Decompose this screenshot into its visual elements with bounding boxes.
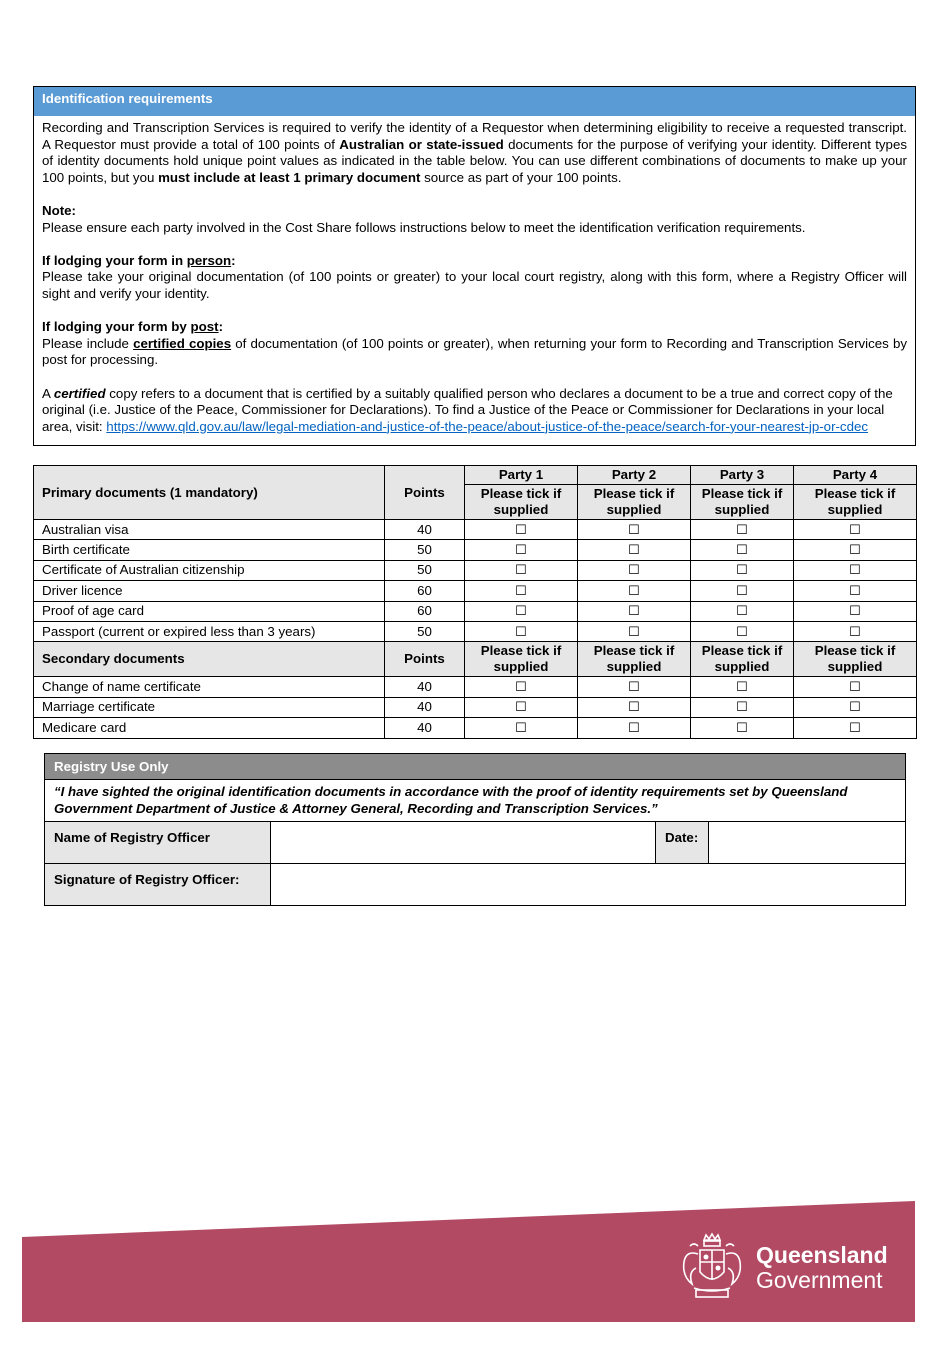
party-4-checkbox[interactable]: ☐: [794, 621, 917, 641]
table-row: [34, 520, 917, 540]
secondary-header-row: [34, 642, 917, 677]
party-2-checkbox[interactable]: ☐: [578, 601, 691, 621]
party-3-tick-label: Please tick if supplied: [691, 642, 794, 677]
date-field[interactable]: [709, 822, 905, 863]
document-name: Birth certificate: [34, 540, 385, 560]
party-1-checkbox[interactable]: ☐: [465, 581, 578, 601]
secondary-documents-header: Secondary documents: [34, 642, 385, 677]
points-header: Points: [385, 642, 465, 677]
table-row: [34, 560, 917, 580]
party-3-checkbox[interactable]: ☐: [691, 540, 794, 560]
document-name: Passport (current or expired less than 3 years): [34, 621, 385, 641]
party-1-checkbox[interactable]: ☐: [465, 520, 578, 540]
document-points: 60: [385, 581, 465, 601]
party-1-checkbox[interactable]: ☐: [465, 718, 578, 738]
signature-label: Signature of Registry Officer:: [45, 864, 271, 905]
party-1-checkbox[interactable]: ☐: [465, 697, 578, 717]
brand-line-1: Queensland: [756, 1241, 888, 1268]
signature-field[interactable]: [271, 864, 905, 905]
registry-use-only-section: [44, 753, 906, 906]
party-2-tick-label: Please tick if supplied: [578, 485, 691, 520]
document-name: Marriage certificate: [34, 697, 385, 717]
registry-signature-row: [45, 864, 905, 905]
document-points: 40: [385, 520, 465, 540]
document-name: Australian visa: [34, 520, 385, 540]
party-3-checkbox[interactable]: ☐: [691, 718, 794, 738]
document-name: Driver licence: [34, 581, 385, 601]
party-3-checkbox[interactable]: ☐: [691, 560, 794, 580]
document-name: Change of name certificate: [34, 677, 385, 697]
party-1-checkbox[interactable]: ☐: [465, 560, 578, 580]
party-1-tick-label: Please tick if supplied: [465, 485, 578, 520]
party-3-tick-label: Please tick if supplied: [691, 485, 794, 520]
queensland-coat-of-arms-icon: [676, 1232, 748, 1304]
intro-paragraph: Recording and Transcription Services is required to verify the identity of a Requestor when determining eligibility to receive a requested transcript. A Requestor must provide a total of 100 points of Australian or state-issued documents for the purpose of verifying your identity. Different types of identity documents hold unique point values as indicated in the table below. You can use different combinations of documents to make up your 100 points, but you must include at least 1 primary document source as part of your 100 points.: [42, 120, 907, 185]
brand-line-2: Government: [756, 1266, 883, 1293]
document-name: Proof of age card: [34, 601, 385, 621]
party-4-header: Party 4: [794, 466, 917, 485]
party-3-checkbox[interactable]: ☐: [691, 677, 794, 697]
party-4-tick-label: Please tick if supplied: [794, 485, 917, 520]
document-points: 60: [385, 601, 465, 621]
note-text: Please ensure each party involved in the Cost Share follows instructions below to meet the identification verification requirements.: [42, 219, 806, 235]
registry-declaration: “I have sighted the original identification documents in accordance with the proof of identity requirements set by Queensland Government Department of Justice & Attorney General, Recording and Transcription Services.”: [45, 780, 905, 822]
document-name: Medicare card: [34, 718, 385, 738]
party-2-checkbox[interactable]: ☐: [578, 697, 691, 717]
party-4-checkbox[interactable]: ☐: [794, 677, 917, 697]
table-row: [34, 677, 917, 697]
primary-documents-header: Primary documents (1 mandatory): [34, 466, 385, 520]
party-2-checkbox[interactable]: ☐: [578, 677, 691, 697]
party-3-checkbox[interactable]: ☐: [691, 581, 794, 601]
party-1-checkbox[interactable]: ☐: [465, 677, 578, 697]
table-row: [34, 697, 917, 717]
document-points: 40: [385, 697, 465, 717]
person-text: Please take your original documentation (of 100 points or greater) to your local court registry, along with this form, where a Registry Officer will sight and verify your identity.: [42, 269, 907, 301]
document-points: 40: [385, 677, 465, 697]
party-2-checkbox[interactable]: ☐: [578, 581, 691, 601]
party-3-checkbox[interactable]: ☐: [691, 601, 794, 621]
document-points: 50: [385, 560, 465, 580]
party-1-checkbox[interactable]: ☐: [465, 540, 578, 560]
document-points: 50: [385, 621, 465, 641]
party-4-checkbox[interactable]: ☐: [794, 697, 917, 717]
party-3-checkbox[interactable]: ☐: [691, 697, 794, 717]
party-2-checkbox[interactable]: ☐: [578, 621, 691, 641]
registry-title: Registry Use Only: [45, 754, 905, 780]
party-2-header: Party 2: [578, 466, 691, 485]
section-body: [34, 116, 915, 445]
queensland-government-logo: [676, 1230, 890, 1305]
party-3-checkbox[interactable]: ☐: [691, 621, 794, 641]
party-1-checkbox[interactable]: ☐: [465, 601, 578, 621]
party-4-checkbox[interactable]: ☐: [794, 718, 917, 738]
points-header: Points: [385, 466, 465, 520]
party-2-checkbox[interactable]: ☐: [578, 540, 691, 560]
table-row: [34, 718, 917, 738]
party-4-checkbox[interactable]: ☐: [794, 520, 917, 540]
documents-table: [33, 465, 917, 739]
party-2-checkbox[interactable]: ☐: [578, 560, 691, 580]
document-points: 50: [385, 540, 465, 560]
registry-officer-row: [45, 822, 905, 864]
party-2-tick-label: Please tick if supplied: [578, 642, 691, 677]
party-2-checkbox[interactable]: ☐: [578, 520, 691, 540]
table-row: [34, 601, 917, 621]
note-title: Note:: [42, 202, 76, 218]
date-label: Date:: [656, 822, 709, 863]
jp-search-link[interactable]: https://www.qld.gov.au/law/legal-mediation-and-justice-of-the-peace/about-justice-of-the-peace/search-for-your-nearest-jp-or-cdec: [106, 418, 869, 434]
table-row: [34, 540, 917, 560]
post-heading: If lodging your form by post:: [42, 319, 223, 335]
officer-name-label: Name of Registry Officer: [45, 822, 271, 863]
section-title: Identification requirements: [34, 87, 915, 116]
party-2-checkbox[interactable]: ☐: [578, 718, 691, 738]
document-points: 40: [385, 718, 465, 738]
party-4-tick-label: Please tick if supplied: [794, 642, 917, 677]
party-4-checkbox[interactable]: ☐: [794, 540, 917, 560]
party-4-checkbox[interactable]: ☐: [794, 581, 917, 601]
certified-paragraph: A certified copy refers to a document that is certified by a suitably qualified person who declares a document to be a true and correct copy of the original (i.e. Justice of the Peace, Commissioner for Declarations). To find a Justice of the Peace or Commissioner for Declarations in your local area, visit: https://www.qld.gov.au/law/legal-mediation-and-justice-of-the-peace/about-justice-of-the-peace/search-for-your-nearest-jp-or-cdec: [42, 385, 893, 434]
party-4-checkbox[interactable]: ☐: [794, 601, 917, 621]
party-1-checkbox[interactable]: ☐: [465, 621, 578, 641]
party-1-header: Party 1: [465, 466, 578, 485]
identification-requirements-section: [33, 86, 916, 446]
person-heading: If lodging your form in person:: [42, 252, 236, 268]
post-text: Please include certified copies of documentation (of 100 points or greater), when returning your form to Recording and Transcription Services by post for processing.: [42, 335, 907, 368]
table-row: [34, 621, 917, 641]
party-3-checkbox[interactable]: ☐: [691, 520, 794, 540]
brand-text: [756, 1243, 888, 1293]
party-3-header: Party 3: [691, 466, 794, 485]
officer-name-field[interactable]: [271, 822, 656, 863]
party-1-tick-label: Please tick if supplied: [465, 642, 578, 677]
party-4-checkbox[interactable]: ☐: [794, 560, 917, 580]
document-name: Certificate of Australian citizenship: [34, 560, 385, 580]
table-header-row: [34, 466, 917, 485]
table-row: [34, 581, 917, 601]
